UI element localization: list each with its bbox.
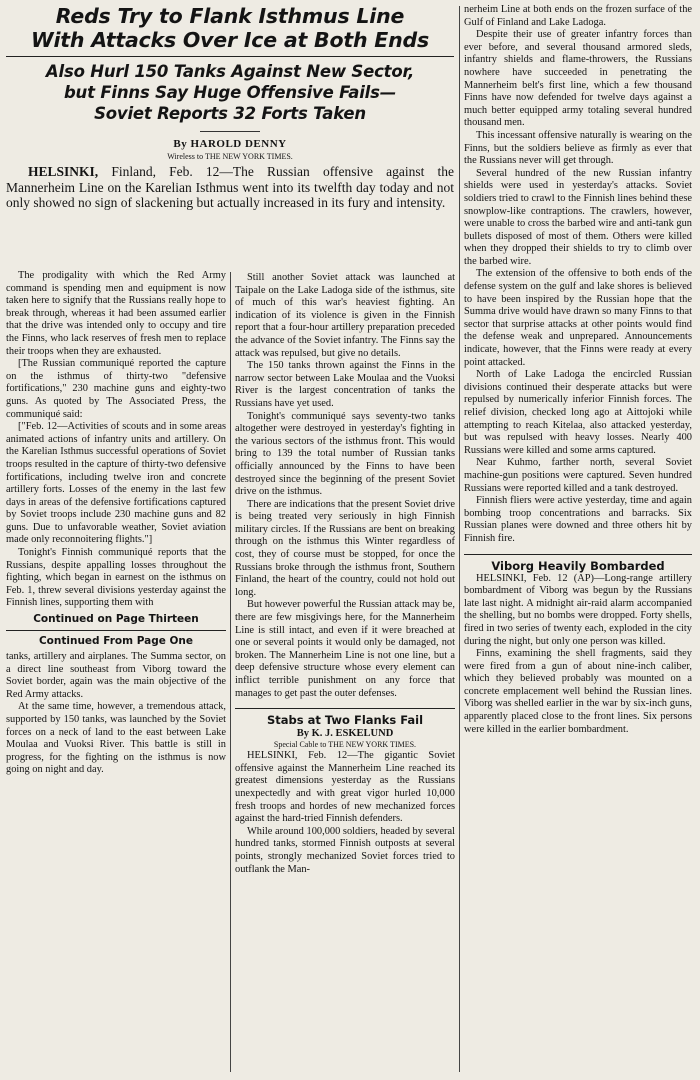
col3-paragraph: nerheim Line at both ends on the frozen surface of the Gulf of Finland and Lake Ladoga. (464, 4, 692, 28)
headline-line-1: Reds Try to Flank Isthmus Line (55, 4, 405, 28)
continued-on-label: Continued on Page Thirteen (33, 613, 199, 626)
sub-story-headline: Stabs at Two Flanks Fail (266, 713, 424, 728)
column-1 (6, 270, 226, 1076)
col2-paragraph: But however powerful the Russian attack may be, there are few misgivings here, for the Mannerheim Line is still intact, and even if it were breached at one or several points it would only be damaged, not broken. The Mannerheim Line is not one line, but a deep defensive structure whose every element can inflict terrible punishment on any force that manages to get past the outer defenses. (235, 599, 455, 699)
col3-paragraph: The extension of the offensive to both ends of the defense system on the gulf and lake shores is believed to have been inspired by the Russian hope that the Summa drive would have drawn so many Finns to that sector that surprise attacks at other points would find the defense weak and unprepared. Announcements indicate, however, that the Finns were ready at every point attacked. (464, 268, 692, 368)
col2-paragraph: While around 100,000 soldiers, headed by several hundred tanks, stormed Finnish outposts at several points, strongly mechanized Soviet forces tried to outflank the Man- (235, 825, 455, 875)
sub-story-rule (464, 554, 692, 555)
column-divider (459, 6, 460, 1072)
col3-paragraph: HELSINKI, Feb. 12 (AP)—Long-range artillery bombardment of Viborg was begun by the Russians late last night. A midnight air-raid alarm accompanied the shelling, but no bombs were dropped. Forty shells, fired in two series of twenty each, exploded in the city during the night, but only one person was killed. (464, 572, 692, 647)
continued-from-label: Continued From Page One (38, 635, 194, 648)
lead-dateline: HELSINKI, (28, 164, 99, 179)
col1-paragraph: The prodigality with which the Red Army command is spending men and equipment is now taken here to signify that the Russians really hope to break through, whereas it had been assumed earlier that the drive was intended only to occupy and tire the Finns, who lack reserves of fresh men to replace their troops when they are exhausted. (6, 270, 226, 357)
column-divider (230, 272, 231, 1072)
col1-paragraph: tanks, artillery and airplanes. The Summa sector, on a direct line southeast from Viborg toward the Soviet border, again was the main objective of the Red Army attacks. (6, 651, 226, 700)
col1-paragraph: [The Russian communiqué reported the capture on the isthmus of thirty-two "defensive fortifications," 230 machine guns and eighty-two guns. As quoted by The Associated Press, the communiqué said: (6, 358, 226, 420)
col3-paragraph: Finnish fliers were active yesterday, time and again bombing troop concentrations and barracks. Six Russian planes were downed and three others hit by Finnish fire. (464, 495, 692, 544)
column-2 (235, 272, 455, 1076)
subhead-line-1: Also Hurl 150 Tanks Against New Sector, (45, 62, 415, 81)
col3-paragraph: Near Kuhmo, farther north, several Soviet machine-gun positions were captured. Seven hundred Russians were reported killed and a tank destroyed. (464, 457, 692, 494)
col3-paragraph: North of Lake Ladoga the encircled Russian divisions continued their desperate attacks but were repulsed by numerically inferior Finnish forces. The relief division, checked long ago at Aittojoki while attempting to reach Kitelaa, also attacked yesterday, but was repulsed with heavy losses. Nearly 400 Russians were killed and some arms captured. (464, 369, 692, 456)
col2-paragraph: Still another Soviet attack was launched at Taipale on the Lake Ladoga side of the isthmus, site of much of this war's heaviest fighting. An indication of its violence is given in the Finnish report that a four-hour artillery preparation preceded the advance of the Soviet infantry. The Finns say the attack was repulsed, but give no details. (235, 272, 455, 359)
col2-paragraph: Tonight's communiqué says seventy-two tanks altogether were destroyed in yesterday's fighting in the various sectors of the isthmus front. This would bring to 139 the total number of Russian tanks officially announced by the Finns to have been destroyed since the beginning of the present Soviet drive on the isthmus. (235, 410, 455, 498)
subhead-line-2: but Finns Say Huge Offensive Fails— (63, 83, 397, 102)
col1-paragraph: ["Feb. 12—Activities of scouts and in some areas animated actions of infantry units and artillery. On the Karelian Isthmus successful operations of Soviet troops resulted in the capture of thirty-two defensive fortifications, including twelve iron and concrete artillery forts. Losses of the enemy in the last few days in areas of the defensive fortifications captured by Soviet troops include 230 machine guns and 82 guns. Due to unfavorable weather, Soviet aviation made only reconnoitering flights."] (6, 421, 226, 546)
sub-story-rule (235, 708, 455, 709)
headline-rule (6, 56, 454, 57)
lead-text: Finland, Feb. 12—The Russian offensive against the Mannerheim Line on the Karelian Isthmus went into its twelfth day today and not only showed no sign of slackening but actually increased in its fury and intensity. (6, 164, 454, 210)
headline-block (6, 4, 454, 262)
col2-paragraph: HELSINKI, Feb. 12—The gigantic Soviet offensive against the Mannerheim Line reached its greatest dimensions yesterday as the Russians unexpectedly and with great vigor hurled 10,000 fresh troops and hordes of new mechanized forces against the hard-tried Finnish defenders. (235, 750, 455, 825)
headline-line-2: With Attacks Over Ice at Both Ends (31, 28, 429, 52)
lead-paragraph (6, 164, 454, 211)
col2-paragraph: The 150 tanks thrown against the Finns in the narrow sector between Lake Moulaa and the Vuoksi River is the largest concentration of tanks the Russians have yet used. (235, 360, 455, 409)
sub-story-byline: By K. J. ESKELUND (296, 728, 394, 740)
sub-story-headline: Viborg Heavily Bombarded (491, 558, 665, 573)
byline-rule (200, 131, 260, 132)
credit-line: Wireless to THE NEW YORK TIMES. (167, 152, 293, 161)
col2-paragraph: There are indications that the present Soviet drive is being treated very seriously in high Finnish military circles. If the Russians are bent on breaking through on the isthmus this Winter regardless of cost, they of course must be stopped, for once the Russians broke through the isthmus front, Southern Finland, the heart of the country, could not hold out long. (235, 498, 455, 598)
col3-paragraph: Despite their use of greater infantry forces than ever before, and several thousand armored sleds, infantry shields and flame-throwers, the Russians nowhere have succeeded in penetrating the Mannerheim belt's first line, which a few thousand Finns have now defended for twelve days against a much better equipped army totaling several hundred thousand men. (464, 29, 692, 129)
byline: By HAROLD DENNY (173, 138, 287, 150)
col1-paragraph: Tonight's Finnish communiqué reports that the Russians, despite appalling losses throughout the fighting, which began in earnest on the isthmus on Feb. 1, threw several divisions yesterday against the Finnish lines, supporting them with (6, 547, 226, 609)
sub-story-credit: Special Cable to THE NEW YORK TIMES. (273, 740, 417, 750)
subhead-line-3: Soviet Reports 32 Forts Taken (94, 104, 366, 123)
col3-paragraph: Finns, examining the shell fragments, said they were fired from a gun of about nine-inch caliber, which they believed probably was mounted on a concrete emplacement well behind the Russian lines. Viborg was shelled earlier in the war by six-inch guns, apparently placed close to the front lines. Six persons were killed in the earlier bombardment. (464, 648, 692, 735)
col3-paragraph: Several hundred of the new Russian infantry shields were used in yesterday's attacks. Soviet soldiers tried to crawl to the Finnish lines behind these snowplow-like contraptions. The crawlers, however, were unable to cross the barbed wire and anti-tank gun bullets disposed of most of them. Others were killed when they dropped their shields to try to climb over the barbed wire. (464, 167, 692, 267)
jump-rule (6, 630, 226, 631)
col3-paragraph: This incessant offensive naturally is wearing on the Finns, but the soldiers believe as firmly as ever that the Russians never will get through. (464, 129, 692, 167)
column-3 (464, 4, 692, 1076)
col1-paragraph: At the same time, however, a tremendous attack, supported by 150 tanks, was launched by the Soviet forces on a neck of land to the east between Lake Moulaa and Vuoksi River. This battle is still in progress, for the fighting on the isthmus is now going on night and day. (6, 701, 226, 776)
